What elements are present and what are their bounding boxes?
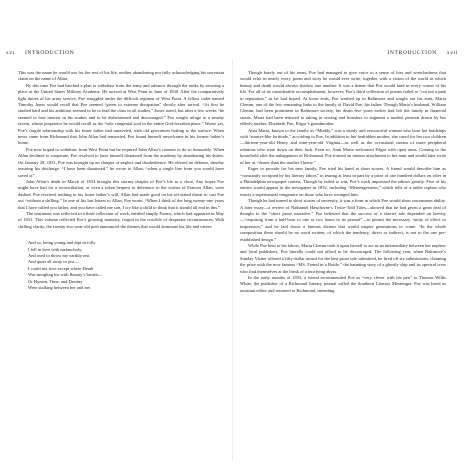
poem-line: I fell in love with melancholy, <box>28 246 83 252</box>
left-running-title: INTRODUCTION <box>24 50 75 56</box>
poem-line: Were stalking between her and me. <box>28 285 92 290</box>
right-paragraph-5: While Poe bent to his labors, Maria Clemm took it upon herself to act as an intermediary between her nephew and local publishers. Poe literally could not afford to be discouraged. The following year, when Baltimore’s Sunday Visiter offered a fifty-dollar award for the best prose tale submitted, he fired off six submissions, claiming the prize with the now famous “MS. Found in a Bottle,” the haunting story of a ghostly ship and its spectral crew who find themselves at the brink of a terrifying abyss. <box>240 242 446 274</box>
left-paragraph-5: The sentiment was reflected in a third collection of work, entitled simply Poems, which had appeared in May of 1831. This volume reflected Poe’s growing maturity, forged in the crucible of desperate circumstances. With chilling clarity, the twenty-two-year-old poet announced the themes that would dominate his life and career: <box>18 210 224 229</box>
left-paragraph-2: By this time Poe had hatched a plan to withdraw from the army and advance through the ranks by securing a place at the United States Military Academy. He arrived at West Point in June of 1830. After the comparatively light duties of his army service, Poe struggled under the difficult regimen of West Point. A fellow cadet named Timothy Jones would recall that Poe seemed “given to extreme dissipation” shortly after arrival. “At first he studied hard and his ambition seemed to be to lead the class in all studies,” Jones noted, but after a few weeks “he seemed to lose interest in his studies and to be disheartened and discouraged.” Poe sought refuge in a nearby tavern, whose proprietor he would recall as the “sole congenial soul in the entire God-forsaken place.” Worse yet, Poe’s fragile relationship with his foster father had unraveled, with old grievances boiling to the surface. When news came from Richmond that John Allan had remarried, Poe found himself unwelcome in his former father’s home. <box>18 82 224 146</box>
right-paragraph-1: Though barely out of his teens, Poe had managed to give voice to a sense of loss and wretchedness that would echo in nearly every poem and story he would ever write, together with a vision of the world in which beauty and death would always shadow one another. It was a theme that Poe would land in every corner of his life. For all of its considerable accomplishment, however, Poe’s third collection of poems failed to “cut out a path to reputation,” as he had hoped. At loose ends, Poe washed up in Baltimore and sought out his aunt, Maria Clemm, one of the few remaining links to the family of David Poe, his father. Though Maria’s husband, William Clemm, had been prominent in Baltimore society, his death five years earlier had left the family in financial straits. Maria had been reduced to taking in sewing and boarders to augment a modest pension drawn by her elderly mother, Elizabeth Poe, Edgar’s grandmother. <box>240 70 446 127</box>
right-running-title: INTRODUCTION <box>387 50 437 56</box>
right-paragraph-6: In the early months of 1835, a friend recommended Poe as “very clever with his pen” to Thomas Willis White, the publisher of a Richmond literary journal called the Southern Literary Messenger. Poe was hired as assistant editor and returned to Richmond, intending <box>240 275 446 293</box>
poem-line: And quiet all away in jest— <box>28 259 79 265</box>
left-paragraph-3: Poe now hoped to withdraw from West Point but he required John Allan’s consent to do so honorably. When Allan declined to cooperate, Poe resolved to have himself dismissed from the academy by abandoning his duties. On January 28, 1831, Poe was brought up on charges of neglect and disobedience. He offered no defense, thereby assuring his discharge. “I have been dismissed,” he wrote to Allan, “when a single line from you would have saved it.” <box>18 146 224 178</box>
poem-excerpt <box>28 240 224 291</box>
left-paragraph-1: This was the name he would use for the rest of his life, neither abandoning nor fully acknowledging his uncertain claim on the name of Allan. <box>18 70 224 82</box>
right-page-number: xvii <box>446 50 458 56</box>
poem-line: Or Hymen, Time, and Destiny <box>28 278 83 284</box>
left-page-number: xvi <box>6 50 15 56</box>
right-paragraph-4: Though he had turned to short stories of necessity, it was a form in which Poe would show uncommon ability. A later essay—a review of Nathaniel Hawthorne’s Twice-Told Tales—showed that he had given a great deal of thought to the “short prose narrative.” Poe believed that the success of a shorter tale depended on brevity—“requiring from a half-hour to one or two hours in its perusal”—to permit the necessary “unity of effect or impression,” and he laid down a famous dictum that would inspire generations to come. “In the whole composition there should be no word written, of which the tendency, direct or indirect, is not to the one pre-established design.” <box>240 198 446 242</box>
poem-line: I could not love except where Death <box>28 265 94 271</box>
poem-line: And so, being young and dipt in folly <box>28 240 96 246</box>
right-running-head <box>387 50 458 56</box>
poem-line: Was mingling his with Beauty’s breath— <box>28 272 103 278</box>
right-paragraph-2: Aunt Maria, known to the family as “Muddy,” was a sturdy and resourceful woman who bore her hardships with “martyr-like fortitude,” according to Poe. In addition to her bedridden mother, she cared for her two children—thirteen-year-old Henry and nine-year-old Virginia—as well as the occasional stream of more peripheral relations who were down on their luck. Even so, Aunt Maria welcomed Edgar with open arms. Coming to the household after the unhappiness of Richmond, Poe formed an intense attachment to her aunt and would later write of her as “dearer than the mother I knew.” <box>240 127 446 165</box>
left-paragraph-4: John Allan’s death in March of 1834 brought this stormy chapter of Poe’s life to a close. Any hopes Poe might have had for a reconciliation, or even a token bequest in deference to the wishes of Frances Allan, were dashed. Poe received nothing in his foster father’s will. Allan had made good on his oft-stated threat to cast Poe out “without a shilling.” In one of his last letters to Allan, Poe wrote, “When I think of the long twenty-one years that I have called you father, and you have called me son, I cry like a child to think that it should all end in this.” <box>18 178 224 210</box>
right-page <box>232 0 464 465</box>
left-running-head <box>6 50 74 56</box>
right-paragraph-3: Eager to provide for his new family, Poe tried his hand at short stories. A friend would describe him as “constantly occupied by his literary labors” in tearing at least in part by a prize of one hundred dollars on offer in a Philadelphia newspaper contest. Though he failed to win, Poe’s work impressed the editors greatly. Five of his entries would appear in the newspaper in 1832, including “Metzengerstein,” which tells of a noble orphan who exacts a supernatural vengeance on those who have wronged him. <box>240 166 446 197</box>
left-page <box>0 0 232 465</box>
poem-line: And used to throw my earthly rest <box>28 252 90 258</box>
